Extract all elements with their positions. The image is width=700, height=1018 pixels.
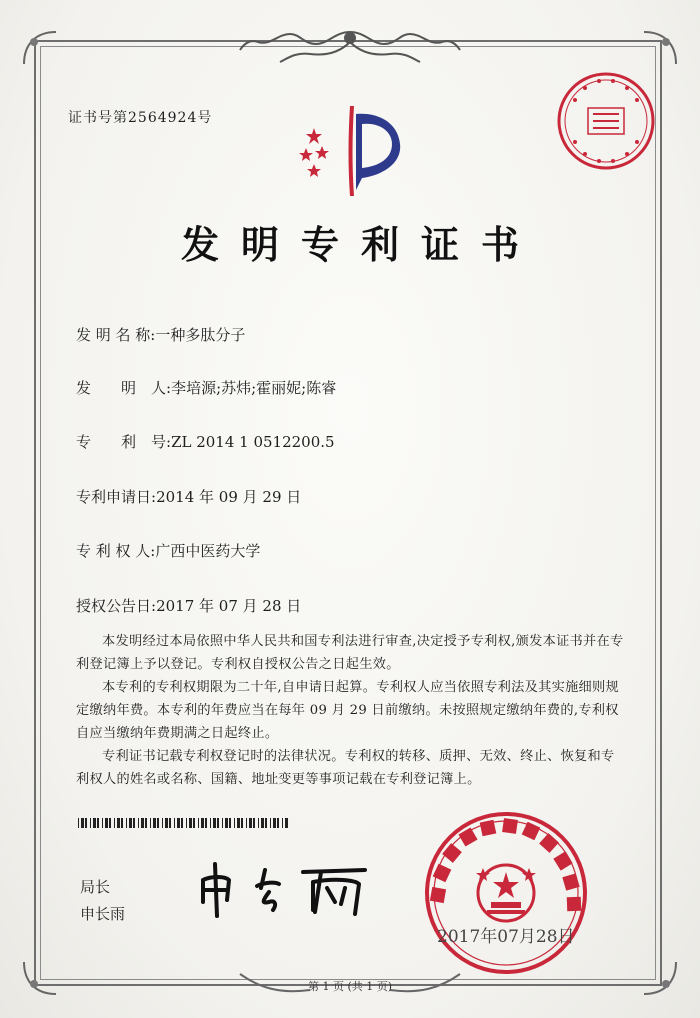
field-invention-name-label: 发 明 名 称: [76,326,156,344]
field-patentee [76,540,260,561]
certificate-title: 发明专利证书 [180,222,541,267]
field-patent-number-value: ZL 2014 1 0512200.5 [171,433,335,451]
barcode [78,818,288,828]
paragraph-term-and-fees: 本专利的专利权期限为二十年,自申请日起算。专利权人应当依照专利法及其实施细则规定缴纳年费。本专利的年费应当在每年 09 月 29 日前缴纳。未按照规定缴纳年费的,专利权自应当缴纳年费期满之日起终止。 [76,680,620,741]
field-patent-number-label: 专 利 号: [76,433,172,451]
paragraph-legal-status: 专利证书记载专利权登记时的法律状况。专利权的转移、质押、无效、终止、恢复和专利权人的姓名或名称、国籍、地址变更等事项记载在专利登记簿上。 [76,749,615,787]
seal-date: 2017年07月28日 [437,927,575,947]
field-filing-date-label: 专利申请日: [76,488,157,506]
top-ornament [230,24,470,66]
director-signature [195,858,375,920]
field-inventors [76,377,336,398]
field-patentee-value: 广西中医药大学 [155,542,261,560]
corner-ornament-top-right [640,28,680,68]
director-title: 局长 [80,878,111,896]
patent-office-logo [292,98,412,198]
paragraph-examination: 本发明经过本局依照中华人民共和国专利法进行审查,决定授予专利权,颁发本证书并在专利登记簿上予以登记。专利权自授权公告之日起生效。 [76,634,624,672]
field-filing-date [76,486,301,507]
local-office-seal [555,70,657,172]
field-invention-name-value: 一种多肽分子 [155,326,246,344]
field-grant-date-label: 授权公告日: [76,597,157,615]
field-grant-date-value: 2017 年 07 月 28 日 [156,597,302,615]
field-invention-name [76,324,245,345]
field-grant-date [76,595,301,616]
certificate-number: 证书号第2564924号 [68,110,213,126]
field-filing-date-value: 2014 年 09 月 29 日 [156,488,302,506]
director-name: 申长雨 [80,905,126,923]
field-inventors-label: 发 明 人: [76,379,172,397]
corner-ornament-top-left [20,28,60,68]
field-patentee-label: 专 利 权 人: [76,542,156,560]
field-patent-number [76,431,335,452]
page-number: 第 1 页 (共 1 页) [307,980,393,993]
field-inventors-value: 李培源;苏炜;霍丽妮;陈睿 [171,379,337,397]
national-office-seal [423,810,589,976]
